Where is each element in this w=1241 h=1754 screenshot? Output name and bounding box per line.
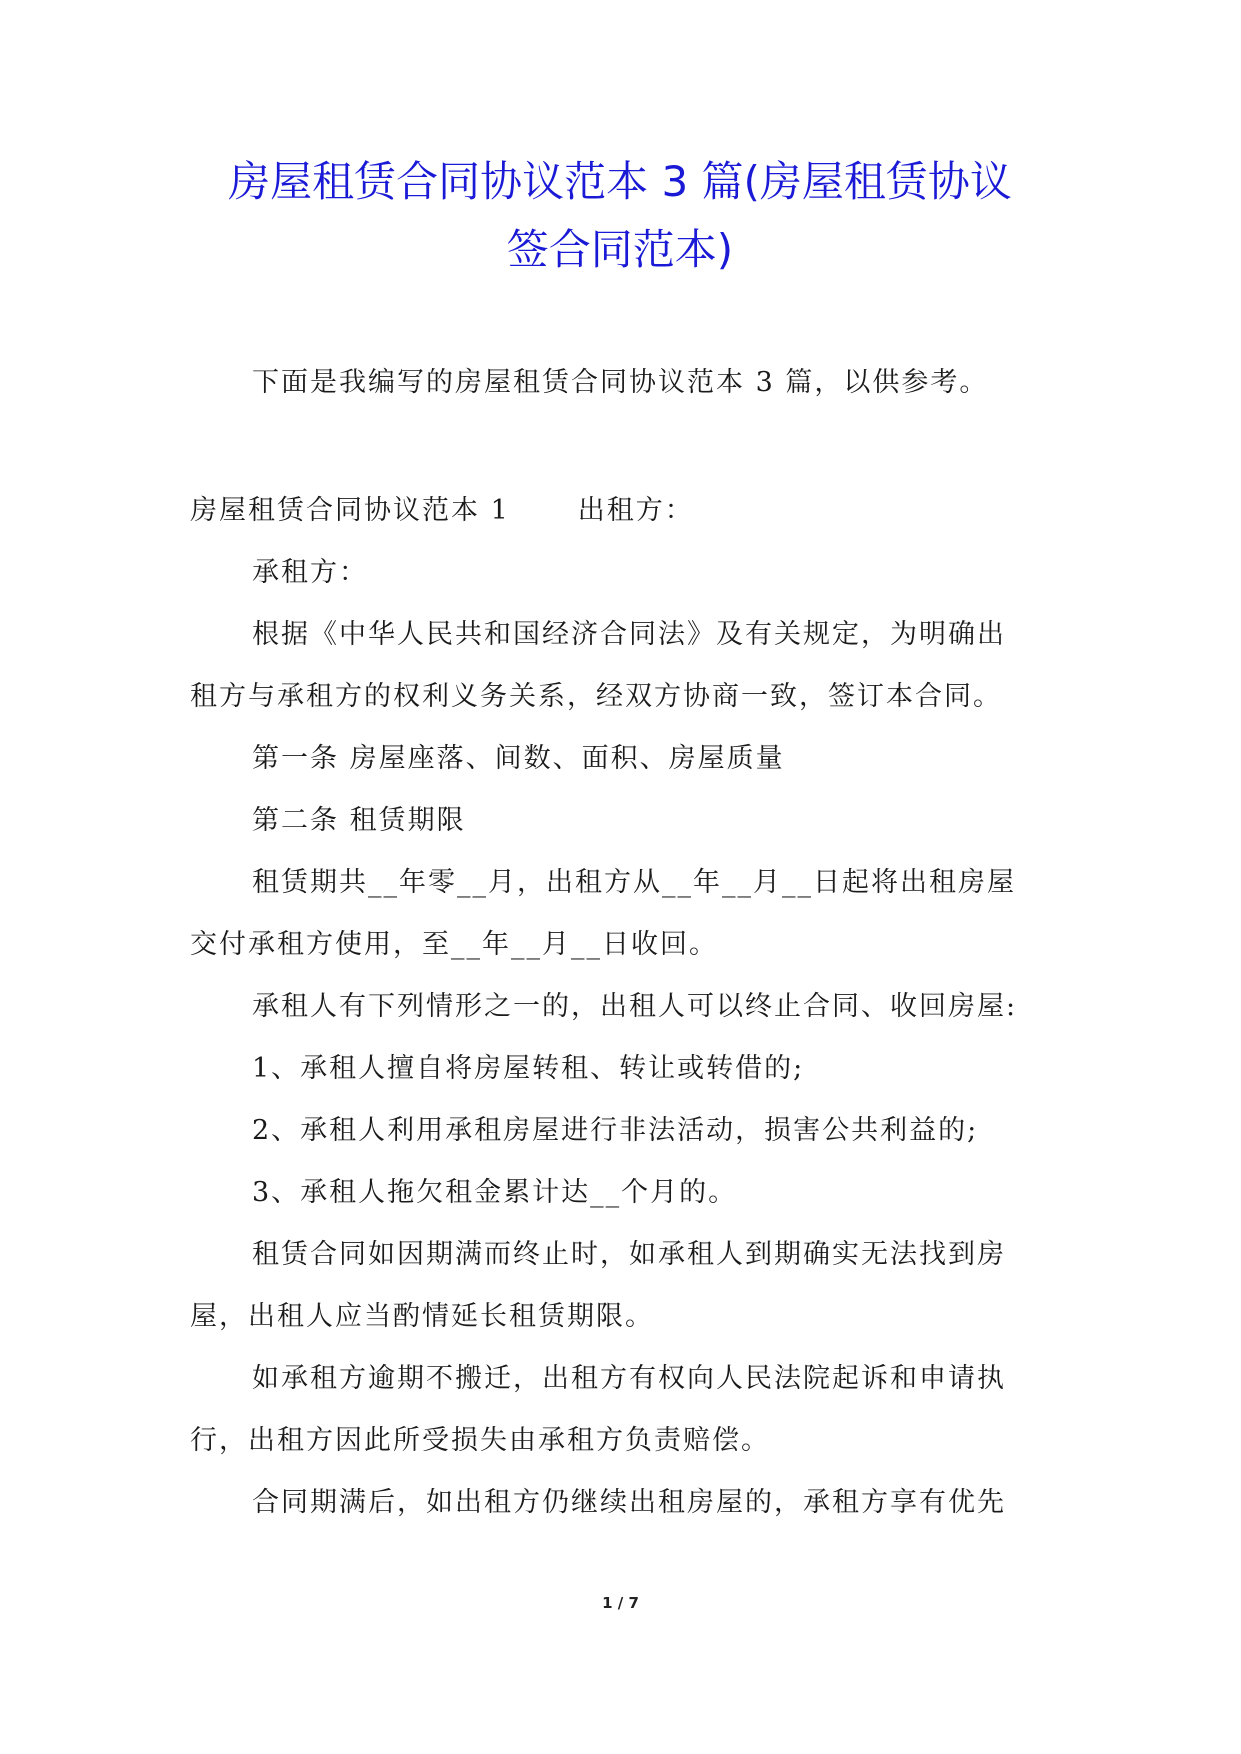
overdue-paragraph-line-1: 如承租方逾期不搬迁，出租方有权向人民法院起诉和申请执 bbox=[252, 1363, 1006, 1394]
renewal-paragraph-line-1: 合同期满后，如出租方仍继续出租房屋的，承租方享有优先 bbox=[252, 1487, 1006, 1518]
expiry-paragraph-line-1: 租赁合同如因期满而终止时，如承租人到期确实无法找到房 bbox=[252, 1239, 1006, 1270]
article-1-heading: 第一条 房屋座落、间数、面积、房屋质量 bbox=[252, 743, 785, 774]
termination-item-3: 3、承租人拖欠租金累计达__个月的。 bbox=[252, 1177, 738, 1208]
basis-paragraph-line-1: 根据《中华人民共和国经济合同法》及有关规定，为明确出 bbox=[252, 619, 1006, 650]
termination-item-2: 2、承租人利用承租房屋进行非法活动，损害公共利益的; bbox=[252, 1115, 979, 1146]
title-line-1: 房屋租赁合同协议范本 3 篇(房屋租赁协议 bbox=[228, 157, 1012, 206]
term-paragraph-line-1: 租赁期共__年零__月，出租方从__年__月__日起将出租房屋 bbox=[252, 867, 1016, 898]
title-line-2: 签合同范本) bbox=[506, 225, 734, 274]
intro-paragraph: 下面是我编写的房屋租赁合同协议范本 3 篇，以供参考。 bbox=[252, 367, 989, 398]
lessor-label: 出租方： bbox=[577, 495, 694, 526]
page-indicator: 1 / 7 bbox=[602, 1594, 639, 1612]
section-heading-line bbox=[190, 488, 1060, 527]
document-title bbox=[190, 148, 1050, 284]
termination-intro: 承租人有下列情形之一的，出租人可以终止合同、收回房屋: bbox=[252, 991, 1018, 1022]
lessee-label: 承租方： bbox=[252, 557, 368, 588]
term-paragraph-line-2: 交付承租方使用，至__年__月__日收回。 bbox=[190, 929, 718, 960]
section-heading: 房屋租赁合同协议范本 1 bbox=[190, 495, 510, 526]
article-2-heading: 第二条 租赁期限 bbox=[252, 805, 466, 836]
termination-item-1: 1、承租人擅自将房屋转租、转让或转借的; bbox=[252, 1053, 805, 1084]
expiry-paragraph-line-2: 屋，出租人应当酌情延长租赁期限。 bbox=[190, 1301, 654, 1332]
basis-paragraph-line-2: 租方与承租方的权利义务关系，经双方协商一致，签订本合同。 bbox=[190, 681, 1002, 712]
overdue-paragraph-line-2: 行，出租方因此所受损失由承租方负责赔偿。 bbox=[190, 1425, 770, 1456]
